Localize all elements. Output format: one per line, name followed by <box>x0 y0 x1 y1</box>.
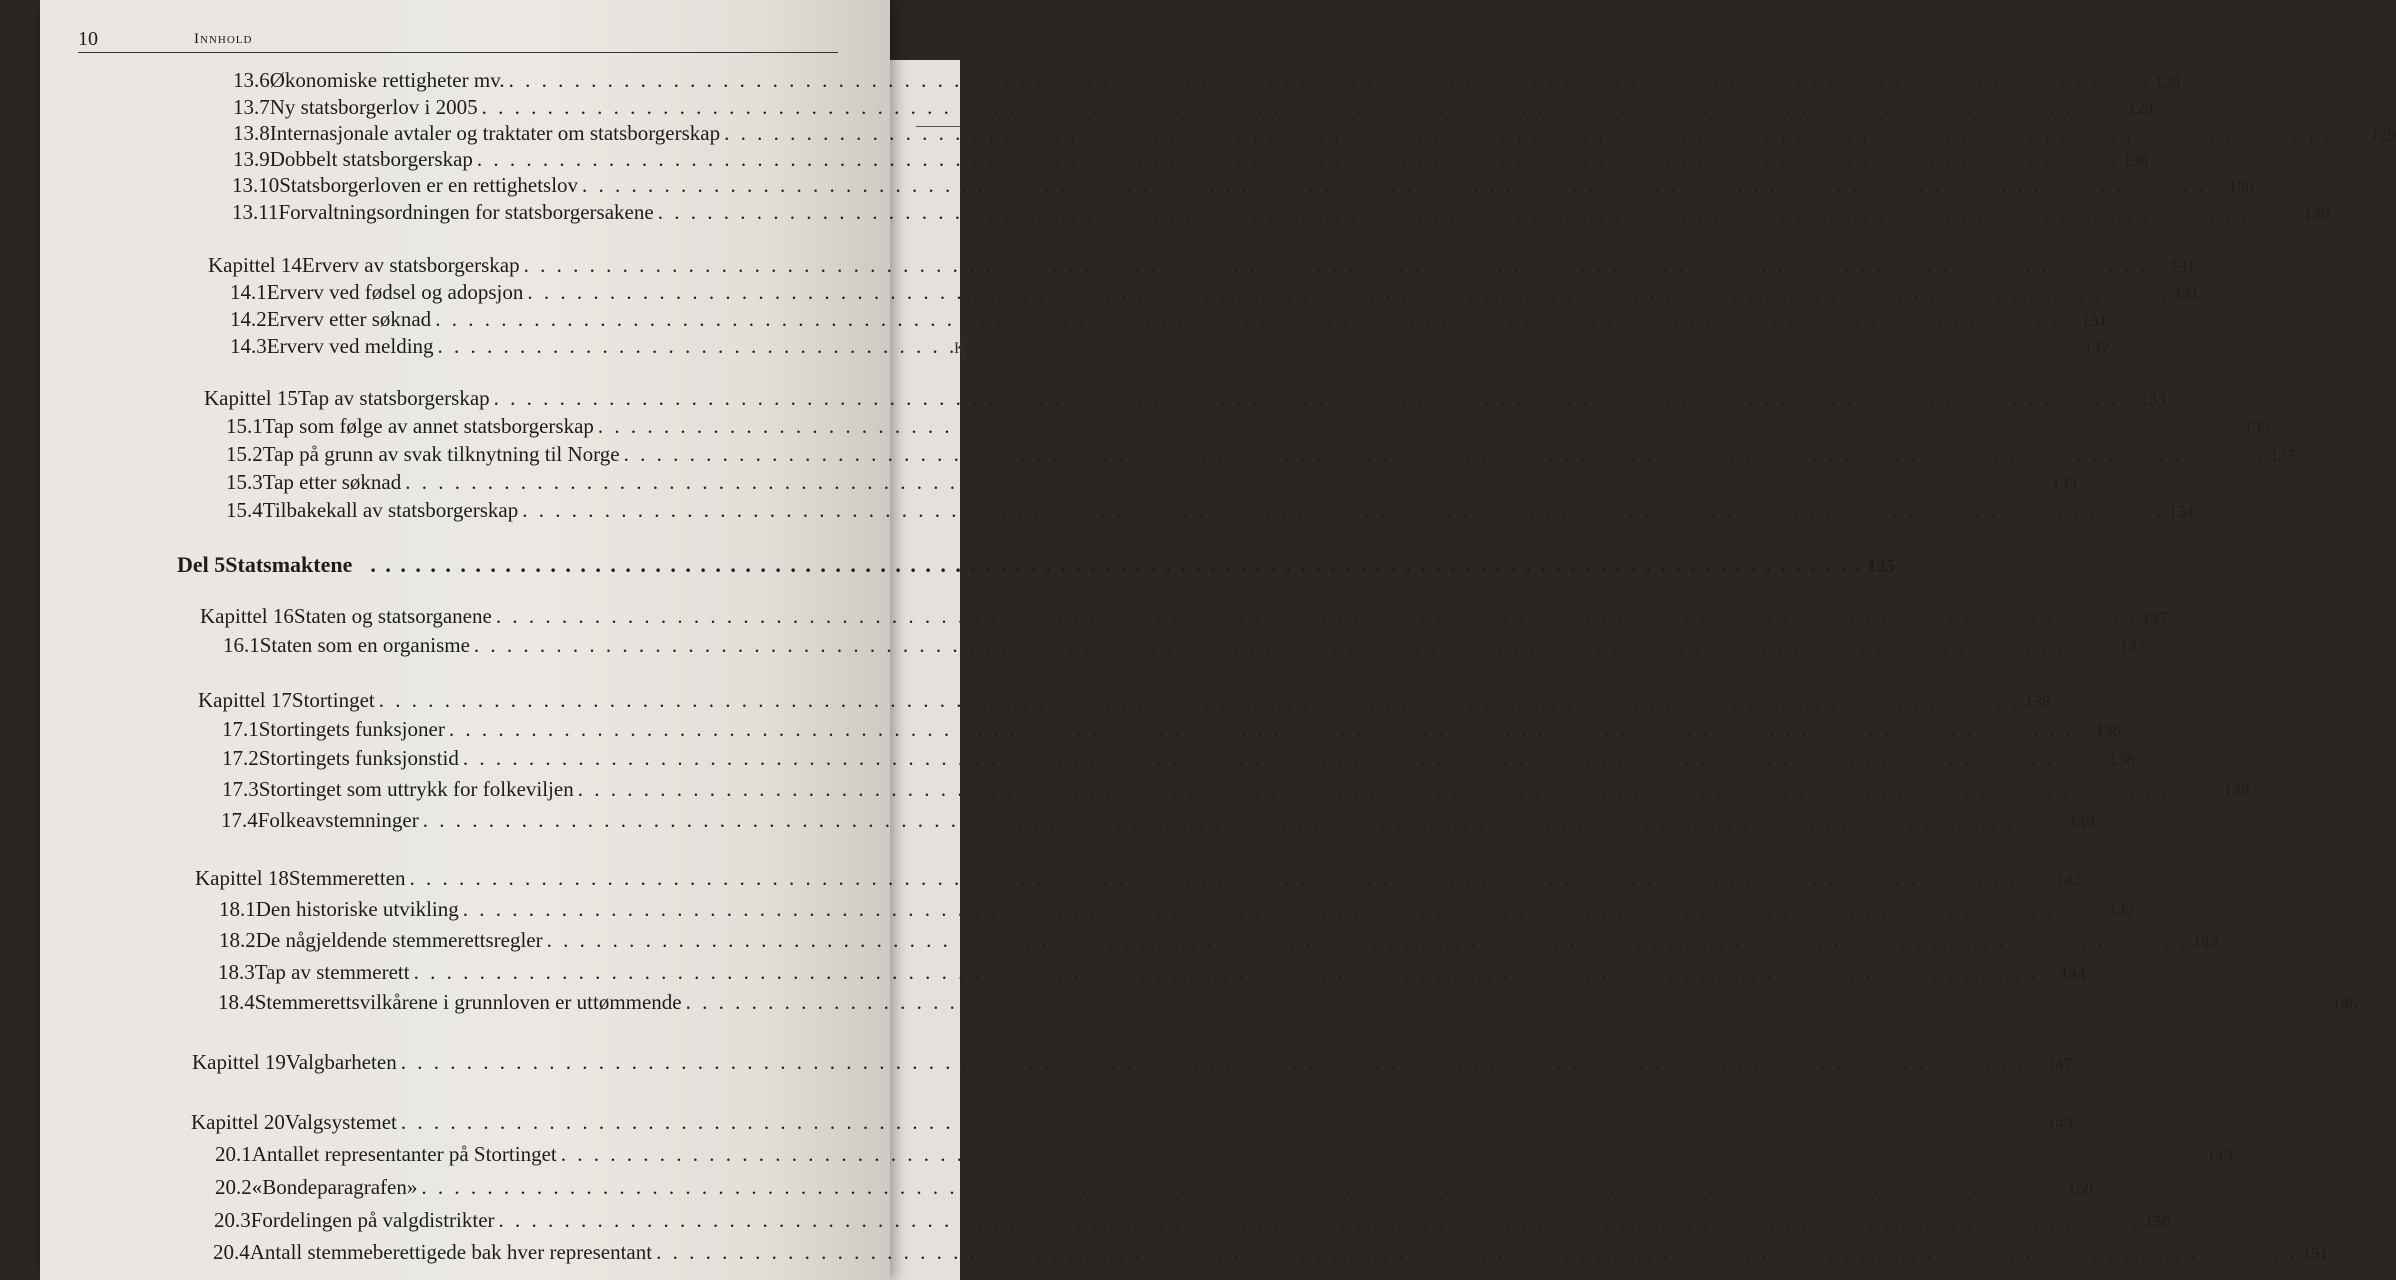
toc-leader <box>482 95 2124 120</box>
toc-page: 142 <box>2109 901 2135 920</box>
toc-leader <box>527 280 2169 305</box>
toc-entry <box>232 173 2254 203</box>
toc-leader <box>370 552 1863 578</box>
toc-entry <box>226 470 2077 500</box>
toc-page: 130 <box>2228 177 2254 196</box>
toc-leader <box>524 253 2166 278</box>
toc-title: Folkeavstemninger <box>257 808 419 832</box>
toc-number: 15.3 <box>226 470 263 494</box>
toc-number: 15.2 <box>226 442 263 466</box>
toc-number: Kapittel 18 <box>195 866 289 890</box>
toc-number: Kapittel 17 <box>198 688 292 712</box>
toc-leader <box>686 990 2328 1015</box>
toc-number: 17.1 <box>222 717 259 741</box>
toc-leader <box>435 307 2077 332</box>
toc-title: Tilbakekall av statsborgerskap <box>262 498 519 522</box>
toc-entry <box>230 280 2200 310</box>
toc-page: 131 <box>2169 257 2196 276</box>
toc-number: Kapittel 16 <box>200 604 294 628</box>
toc-leader <box>401 1110 2043 1135</box>
toc-leader <box>410 866 2052 891</box>
toc-page: 137 <box>2142 608 2168 627</box>
toc-chapter <box>208 253 2196 283</box>
toc-leader <box>414 960 2056 985</box>
toc-entry <box>218 960 2086 990</box>
toc-page: 151 <box>2302 1244 2328 1263</box>
toc-chapter <box>192 1050 2073 1080</box>
running-head: Innhold <box>194 31 253 47</box>
toc-page: 149 <box>2206 1146 2233 1165</box>
toc-title: Stortinget som uttrykk for folkeviljen <box>258 777 574 801</box>
toc-leader <box>509 68 2151 93</box>
toc-leader <box>496 604 2138 629</box>
toc-leader <box>463 897 2105 922</box>
toc-leader <box>724 121 2366 146</box>
toc-entry <box>230 307 2107 337</box>
toc-leader <box>421 1175 2063 1200</box>
toc-page: 150 <box>2067 1179 2094 1198</box>
toc-page: 133 <box>2269 446 2296 465</box>
toc-number: 20.1 <box>215 1142 252 1166</box>
toc-leader <box>477 147 2119 172</box>
toc-leader <box>499 1208 2141 1233</box>
toc-title: Statsborgerloven er en rettighetslov <box>279 173 579 197</box>
toc-number: Kapittel 14 <box>208 253 302 277</box>
toc-title: Antallet representanter på Stortinget <box>251 1142 557 1166</box>
toc-page: 144 <box>2059 964 2086 983</box>
toc-page: 133 <box>2244 418 2270 437</box>
toc-page: 133 <box>2051 474 2077 493</box>
toc-page: 135 <box>1866 556 1896 577</box>
toc-title: Stortingets funksjonstid <box>258 746 459 770</box>
toc-title: Stemmeretten <box>288 866 406 890</box>
toc-title: Antall stemmeberettigede bak hver representant <box>249 1240 653 1264</box>
toc-title: Fordelingen på valgdistrikter <box>250 1208 495 1232</box>
toc-number: 13.7 <box>233 95 270 119</box>
toc-page: 147 <box>2046 1054 2073 1073</box>
toc-entry <box>215 1142 2233 1172</box>
toc-number: 18.2 <box>219 928 256 952</box>
toc-leader <box>624 442 2266 467</box>
toc-leader <box>656 1240 2298 1265</box>
toc-page: 137 <box>2120 637 2146 656</box>
toc-number: 18.4 <box>218 990 255 1014</box>
toc-title: Tap av stemmerett <box>254 960 410 984</box>
toc-chapter <box>195 866 2082 896</box>
toc-entry <box>214 1208 2171 1238</box>
toc-number: 14.1 <box>230 280 267 304</box>
toc-leader <box>522 498 2164 523</box>
toc-number: 15.4 <box>226 498 263 522</box>
toc-page: 134 <box>2168 502 2194 521</box>
toc-number: 15.1 <box>226 414 263 438</box>
toc-entry <box>222 746 2135 776</box>
toc-number: 13.8 <box>233 121 270 145</box>
toc-title: Erverv ved fødsel og adopsjon <box>266 280 524 304</box>
toc-entry <box>221 808 2095 838</box>
toc-page: 133 <box>2139 390 2166 409</box>
toc-title: Statsmaktene <box>225 552 353 577</box>
toc-title: Ny statsborgerlov i 2005 <box>269 95 478 119</box>
toc-entry <box>223 633 2146 663</box>
toc-entry <box>213 1240 2328 1270</box>
toc-number: Del 5 <box>177 552 226 577</box>
toc-leader <box>423 808 2065 833</box>
toc-entry <box>219 928 2219 958</box>
toc-leader <box>474 633 2116 658</box>
toc-entry <box>226 498 2194 528</box>
toc-number: 18.1 <box>219 897 256 921</box>
toc-page: 138 <box>2025 692 2051 711</box>
toc-title: Forvaltningsordningen for statsborgersakene <box>278 200 654 224</box>
toc-chapter <box>191 1110 2073 1140</box>
toc-page: 132 <box>2083 338 2110 357</box>
toc-leader <box>438 334 2080 359</box>
toc-leader <box>401 1050 2043 1075</box>
toc-title: «Bondeparagrafen» <box>251 1175 418 1199</box>
toc-page: 131 <box>2081 311 2107 330</box>
toc-chapter <box>204 386 2166 416</box>
toc-title: Økonomiske rettigheter mv. <box>269 68 505 92</box>
toc-leader <box>463 746 2105 771</box>
toc-title: Stemmerettsvilkårene i grunnloven er uttømmende <box>254 990 682 1014</box>
toc-entry <box>226 414 2270 444</box>
toc-page: 139 <box>2223 781 2250 800</box>
toc-page: 138 <box>2095 721 2121 740</box>
toc-title: Valgbarheten <box>285 1050 397 1074</box>
toc-number: 20.3 <box>214 1208 251 1232</box>
toc-number: 20.4 <box>213 1240 250 1264</box>
toc-page: 140 <box>2068 812 2095 831</box>
toc-title: Internasjonale avtaler og traktater om statsborgerskap <box>269 121 721 145</box>
toc-number: 14.3 <box>230 334 267 358</box>
toc-leader <box>405 470 2047 495</box>
toc-title: Tap etter søknad <box>262 470 402 494</box>
toc-number: 13.10 <box>232 173 280 197</box>
toc-entry <box>218 990 2358 1020</box>
toc-leader <box>494 386 2136 411</box>
toc-page: 150 <box>2144 1212 2171 1231</box>
toc-part <box>177 552 1896 582</box>
toc-leader <box>379 688 2021 713</box>
toc-leader <box>658 200 2300 225</box>
toc-page: 149 <box>2047 1114 2073 1133</box>
toc-leader <box>449 717 2091 742</box>
toc-title: Erverv ved melding <box>266 334 434 358</box>
toc-title: Tap av statsborgerskap <box>297 386 490 410</box>
toc-title: Stortinget <box>291 688 375 712</box>
toc-page: 130 <box>2123 151 2149 170</box>
toc-number: 13.11 <box>232 200 279 224</box>
toc-page: 130 <box>2303 204 2330 223</box>
toc-title: Erverv etter søknad <box>266 307 432 331</box>
toc-number: 16.1 <box>223 633 260 657</box>
page-number: 10 <box>78 28 98 50</box>
toc-page: 146 <box>2331 994 2358 1013</box>
toc-entry <box>222 717 2121 747</box>
book-page <box>40 0 2396 1280</box>
toc-entry <box>226 442 2296 472</box>
toc-chapter <box>198 688 2051 718</box>
toc-chapter <box>200 604 2168 634</box>
toc-title: Staten og statsorganene <box>293 604 492 628</box>
toc-title: Tap som følge av annet statsborgerskap <box>262 414 594 438</box>
toc-leader <box>547 928 2189 953</box>
toc-leader <box>578 777 2220 802</box>
toc-page: 143 <box>2192 932 2219 951</box>
toc-title: Erverv av statsborgerskap <box>301 253 520 277</box>
toc-number: 14.2 <box>230 307 267 331</box>
toc-entry <box>219 897 2135 927</box>
page-header <box>78 28 838 53</box>
toc-leader <box>561 1142 2203 1167</box>
toc-title: Tap på grunn av svak tilknytning til Norge <box>262 442 620 466</box>
toc-leader <box>598 414 2240 439</box>
toc-entry <box>232 200 2330 230</box>
toc-title: De någjeldende stemmerettsregler <box>255 928 543 952</box>
toc-number: 18.3 <box>218 960 255 984</box>
toc-page: 138 <box>2109 750 2135 769</box>
toc-leader <box>582 173 2224 198</box>
toc-number: 20.2 <box>215 1175 252 1199</box>
toc-number: Kapittel 19 <box>192 1050 286 1074</box>
toc-entry <box>215 1175 2094 1205</box>
toc-number: Kapittel 15 <box>204 386 298 410</box>
toc-title: Dobbelt statsborgerskap <box>269 147 473 171</box>
toc-page: 129 <box>2127 99 2154 118</box>
toc-title: Stortingets funksjoner <box>258 717 445 741</box>
toc-entry <box>222 777 2250 807</box>
toc-number: 13.6 <box>233 68 270 92</box>
toc-number: Kapittel 20 <box>191 1110 285 1134</box>
toc-title: Den historiske utvikling <box>255 897 459 921</box>
toc-entry <box>230 334 2110 364</box>
toc-number: 17.2 <box>222 746 259 770</box>
toc-number: 17.4 <box>221 808 258 832</box>
toc-number: 17.3 <box>222 777 259 801</box>
toc-page: 128 <box>2154 72 2181 91</box>
toc-page: 142 <box>2055 870 2082 889</box>
toc-number: 13.9 <box>233 147 270 171</box>
toc-page: 129 <box>2370 125 2396 144</box>
toc-entry <box>233 68 2181 98</box>
toc-page: 131 <box>2173 284 2200 303</box>
toc-title: Staten som en organisme <box>259 633 470 657</box>
toc-title: Valgsystemet <box>284 1110 397 1134</box>
facing-page-letter: K <box>954 340 966 357</box>
